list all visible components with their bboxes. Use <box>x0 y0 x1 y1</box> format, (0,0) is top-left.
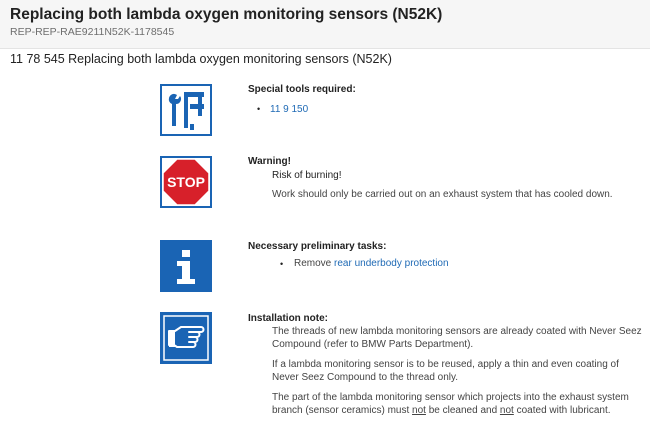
preliminary-item <box>294 258 449 269</box>
emphasis-not-1: not <box>412 405 426 416</box>
paragraph-3-part-a: The part of the lambda monitoring sensor which projects into the exhaust system branch (sensor ceramics) must <box>272 392 629 416</box>
bullet-icon: • <box>280 259 284 269</box>
installation-paragraph-1: The threads of new lambda monitoring sensors are already coated with Never Seez Compound (refer to BMW Parts Department). <box>272 326 642 350</box>
emphasis-not-2: not <box>499 405 514 416</box>
bullet-icon: • <box>257 104 261 114</box>
pointing-hand-icon <box>160 312 212 364</box>
installation-paragraph-3 <box>272 391 644 417</box>
warning-text: Work should only be carried out on an exhaust system that has cooled down. <box>272 189 613 200</box>
preliminary-label: Necessary preliminary tasks: <box>248 241 387 252</box>
info-icon <box>160 240 212 292</box>
document-id: REP-REP-RAE9211N52K-1178545 <box>10 26 175 38</box>
procedure-title: 11 78 545 Replacing both lambda oxygen monitoring sensors (N52K) <box>10 52 392 66</box>
rear-underbody-protection-link[interactable]: rear underbody protection <box>334 258 449 269</box>
paragraph-3-part-b: be cleaned and <box>428 405 498 416</box>
stop-sign-icon <box>160 156 212 208</box>
tools-icon <box>160 84 212 136</box>
installation-label: Installation note: <box>248 313 328 324</box>
special-tool-link[interactable]: 11 9 150 <box>270 104 309 115</box>
preliminary-item-prefix: Remove <box>294 258 332 269</box>
paragraph-3-part-c: coated with lubricant. <box>516 405 611 416</box>
document-header <box>0 0 650 49</box>
risk-text: Risk of burning! <box>272 170 342 181</box>
warning-label: Warning! <box>248 156 291 167</box>
special-tools-label: Special tools required: <box>248 84 356 95</box>
page-title: Replacing both lambda oxygen monitoring sensors (N52K) <box>10 6 443 23</box>
installation-paragraph-2: If a lambda monitoring sensor is to be reused, apply a thin and even coating of Never Seez Compound to the thread only. <box>272 359 619 383</box>
stop-text: STOP <box>167 174 205 190</box>
